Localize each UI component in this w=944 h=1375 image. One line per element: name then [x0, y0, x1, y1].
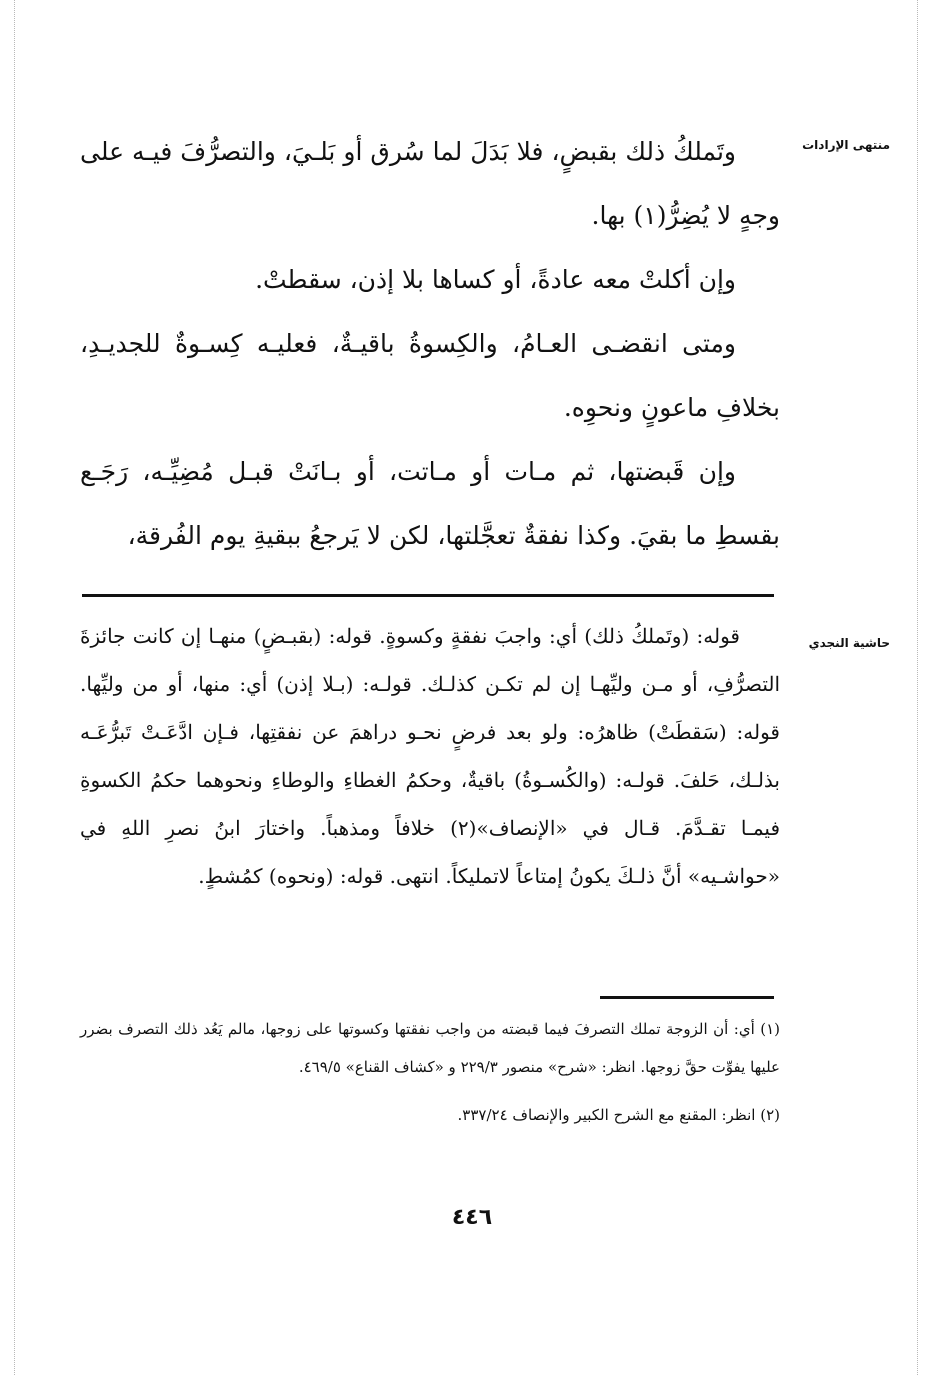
main-paragraph: وإن قَبضتها، ثم مـات أو مـاتت، أو بـانَتْ قبـل مُضِيِّـه، رَجَـع بقسطِ ما بقيَ. وكذا نفقةٌ تعجَّلتها، لكن لا يَرجعُ ببقيةِ يوم الفُرقة، [80, 457, 780, 550]
footnotes [80, 1010, 780, 1134]
scan-edge-line [917, 0, 918, 1375]
footnote: (٢) انظر: المقنع مع الشرح الكبير والإنصاف ٣٣٧/٢٤. [457, 1106, 780, 1124]
footnote: (١) أي: أن الزوجة تملك التصرفَ فيما قبضته من واجب نفقتها وكسوتها على زوجها، مالم يَعُد ذلك التصرف بضرر عليها يفوِّت حقَّ زوجها. انظر: «شرح» منصور ٢٢٩/٣ و «كشاف القناع» ٤٦٩/٥. [80, 1020, 780, 1076]
side-label-main: منتهى الإرادات [802, 138, 890, 152]
scan-edge-line [14, 0, 15, 1375]
commentary-text [80, 612, 780, 900]
section-divider [82, 594, 774, 597]
main-paragraph: وإن أكلتْ معه عادةً، أو كساها بلا إذن، سقطتْ. [255, 265, 736, 294]
main-paragraph: وتَملكُ ذلك بقبضٍ، فلا بَدَلَ لما سُرق أو بَلـيَ، والتصرُّفَ فيـه على وجهٍ لا يُضِرُّ(١) بها. [80, 137, 780, 230]
page-number: ٤٤٦ [451, 1205, 493, 1230]
footnote-divider [600, 996, 774, 999]
main-text [80, 120, 780, 568]
side-label-commentary: حاشية النجدي [808, 636, 890, 650]
commentary-paragraph: قوله: (وتَملكُ ذلك) أي: واجبَ نفقةٍ وكسوةٍ. قوله: (بقبـضٍ) منهـا إن كانت جائزةَ التصرُّفِ، أو مـن وليِّهـا إن لم تكـن كذلـك. قولـه: (بـلا إذن) أي: منها، أو من وليِّها. قوله: (سَقطَتْ) ظاهرُه: ولو بعد فرضٍ نحـو دراهمَ عن نفقتِها، فـإن ادَّعَـتْ تَبرُّعَـه بذلـك، حَلفَ. قولـه: (والكُسـوةُ) باقيةٌ، وحكمُ الغطاءِ والوطاءِ ونحوهما حكمُ الكسوةِ فيمـا تقـدَّمَ. قـال في «الإنصاف»(٢) خلافاً ومذهباً. واختارَ ابنُ نصرِ اللهِ في «حواشـيه» أنَّ ذلـكَ يكونُ إمتاعاً لاتمليكاً. انتهى. قوله: (ونحوه) كمُشطٍ. [80, 624, 781, 888]
main-paragraph: ومتى انقضـى العـامُ، والكِسوةُ باقيـةٌ، فعليـه كِسـوةٌ للجديـدِ، بخلافِ ماعونٍ ونحوِه. [80, 329, 780, 422]
